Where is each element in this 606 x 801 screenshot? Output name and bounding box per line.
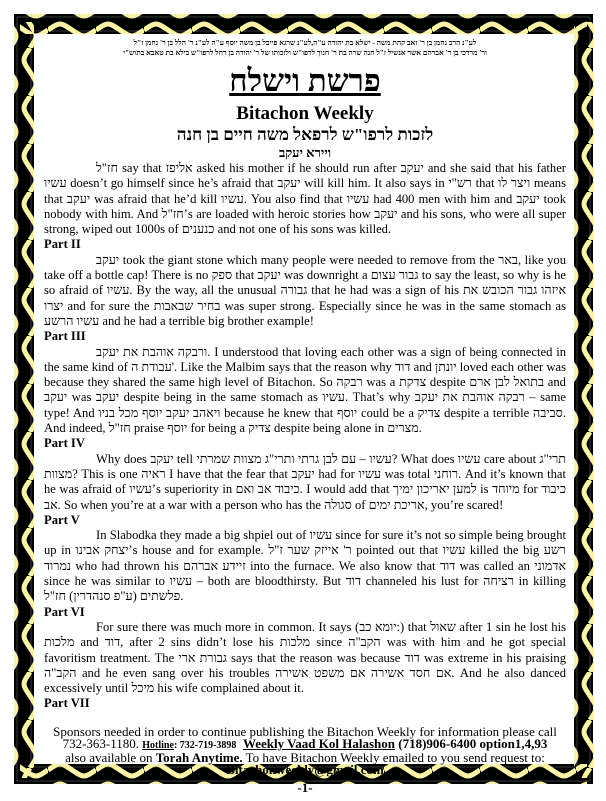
dedication-line: ור' מרדכי בן ר' אברהם אשר אנשיל ז"ל חנה שרה בת ר' חנוך לרפו"ש ולזכותו של ר' יהודה בן רחל לרפו"ש בילא בת טאבא בתוש"י	[123, 48, 487, 57]
torah-anytime: Torah Anytime.	[155, 749, 243, 765]
paragraph: יעקב took the giant stone which many people were needed to remove from the באר, like you take off a bottle cap! There is no ספק that יעקב was downright a גבור עצום to say the least, so why is he so afraid of עשיו. By the way, all the unusual גבורה that he had was a sign of his איזהו גבור הכובש את יצרו and for sure the בחיר שבאבות was super strong. Especially since he was in the same stomach as עשיו הרשע and he had a terrible big brother example!	[44, 252, 567, 328]
part-heading: Part V	[44, 512, 80, 527]
zechus-line: לזכות לרפו"ש לרפאל משה חיים בן חנה	[176, 125, 434, 144]
part-heading: Part III	[44, 329, 86, 344]
part-heading: Part VII	[44, 696, 90, 711]
newsletter-page	[44, 38, 566, 794]
paragraph: For sure there was much more in common. It says (יומא כב:) that שאול after 1 sin he lost his מלכות and דוד, after 2 sins didn’t lose his מלכות since הקב"ה was with him and he got special favoritism treatment. The גבורת ארי says that the reason was because דוד was extreme in his praising הקב"ה and he even sang over his troubles אם חסד אשירה אם משפט אשירה. And he also danced excessively until מיכל his wife complained about it.	[44, 619, 567, 696]
page-number: -1-	[297, 779, 313, 795]
part-heading: Part II	[44, 237, 81, 252]
paragraph: In Slabodka they made a big shpiel out of עשיו since for sure it’s not so simple being brought up in יצחק אבינו’s house and for example. ר' אייזק שער ז"ל pointed out that עשיו killed the big רשע נמרוד who had thrown his זיידע אברהם into the furnace. We also know that דוד was called an אדמוני since he was similar to עשיו – both are bloodthirsty. But דוד channeled his lust for רציחה in killing פלשתים (ע"פ סנהדרין) חז"ל.	[44, 528, 566, 604]
email-address[interactable]: Bitachonweekly@gmail.com	[226, 761, 384, 777]
paragraph: Why does יעקב tell עשיו – עם לבן גרתי ותרי"ג מצוות שמרתי? What does עשיו care about תרי"ג מצוות? This is one ראיה I have that the fear that יעקב had for עשיו was total רוחני. And it’s known that he was afraid of עשיו’s superiority in כיבוד אב ואם. I would add that למען יאריכון ימיך is מיוחד for כיבוד אב. So when you’re at a war with a person who has the סגולה of אריכת ימים, you’re scared!	[44, 451, 566, 512]
also-available: also available on	[65, 749, 153, 765]
paragraph: ורבקה אוהבת את יעקב. I understood that loving each other was a sign of being connected in the same kind of עבודת ה'. Like the Malbim says that the reason why דוד and יונתן loved each other was because they shared the same high level of Bitachon. So רבקה was a צדקת despite בתואל לבן ארם and יעקב was יעקב despite being in the same stomach as עשיו. That’s why רבקה אוהבת את יעקב – same type! And ויאהב יעקב יוסף מכל בניו because he knew that יוסף could be a צדיק despite a terrible סביבה. And indeed, חז"ל praise יוסף for being a צדיק despite being alone in מצרים.	[44, 344, 567, 436]
email-request: To have Bitachon Weekly emailed to you send request to:	[245, 749, 545, 765]
article-heading: ויירא יעקב	[278, 145, 332, 160]
newsletter-name: Bitachon Weekly	[236, 103, 374, 124]
hotline-number: : 732-719-3898	[173, 739, 237, 751]
sponsor-text: Sponsors needed in order to continue publishing the Bitachon Weekly for information please call 732-363-1180.	[53, 723, 557, 751]
hotline-label: Hotline	[142, 739, 174, 751]
parsha-title: פרשת וישלח	[229, 63, 381, 98]
part-heading: Part VI	[44, 604, 85, 619]
footer	[44, 723, 566, 795]
paragraph-intro: חז"ל say that אליפז asked his mother if he should run after יעקב and she said that his father עשיו doesn’t go himself since he’s afraid that יעקב will kill him. It also says in רש"י that ויצר לו means that יעקב was afraid that he’d kill עשיו. You also find that עשיו had 400 men with him and יעקב took nobody with him. And חז"ל’s are loaded with heroic stories how יעקב and his sons, who were all super strong, wiped out 1000s of כנענים and not one of his sons was killed.	[44, 161, 567, 237]
part-heading: Part IV	[44, 436, 85, 451]
vaad-phone: (718)906-6400 option1,4,93	[398, 735, 548, 751]
vaad-name: Weekly Vaad Kol Halashon	[242, 735, 396, 751]
dedication-line: לע"נ הרב נחמן בן ר' זאב קהת משה - ישלא בת יהודה ע"ה,לע"נ שרגא פייבל בן משה יוסף ע"ה לע"נ ר' הלל בן ר' נחמן ז"ל	[133, 38, 477, 47]
